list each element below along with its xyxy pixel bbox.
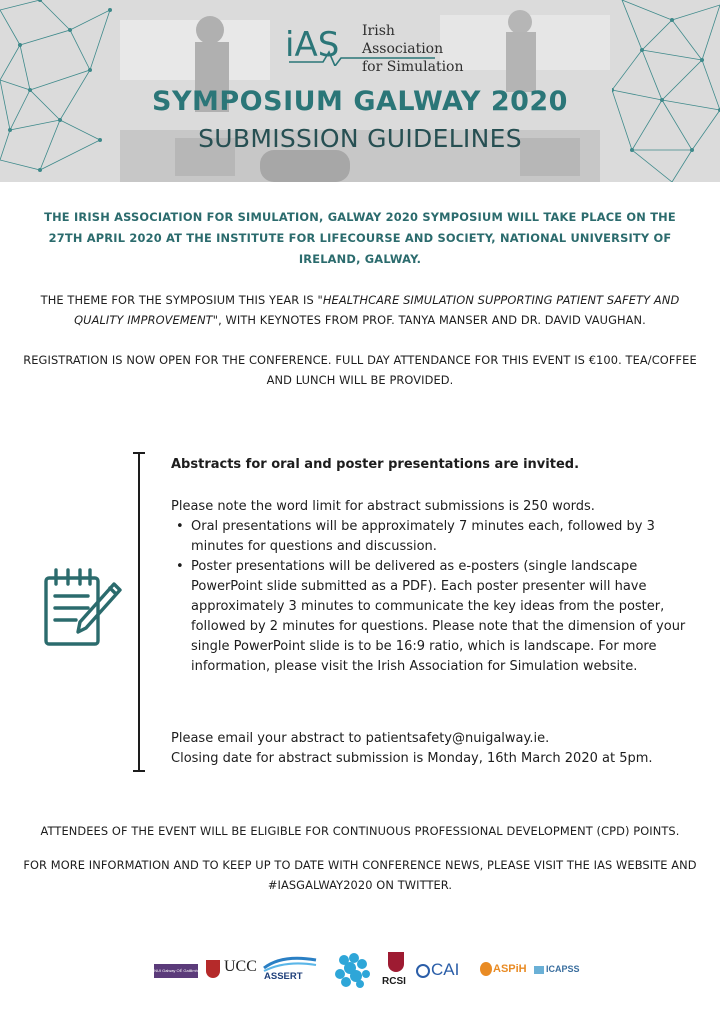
closing-date-text: Closing date for abstract submission is Monday, 16th March 2020 at 5pm. (171, 751, 653, 766)
abstracts-bullet-list (171, 517, 691, 677)
header-banner (0, 0, 720, 182)
theme-paragraph (18, 290, 702, 330)
ias-logo-line1: Irish Association (362, 23, 444, 57)
abstracts-heading: Abstracts for oral and poster presentations are invited. (171, 457, 580, 472)
list-item: • Poster presentations will be delivered as e-posters (single landscape PowerPoint slide submitted as a PDF). Each poster presenter will have approximately 3 minutes to communicate the key ideas from the poster, followed by 2 minutes for questions. Please note that the dimension of your single PowerPoint slide is to be 16:9 ratio, which is landscape. For more information, please visit the Irish Association for Simulation website. (176, 559, 686, 674)
ias-logo-text (362, 22, 472, 76)
ias-logo-mark: iAS (285, 25, 340, 65)
theme-suffix: ", WITH KEYNOTES FROM PROF. TANYA MANSER AND DR. DAVID VAUGHAN. (212, 313, 646, 327)
page-subtitle: SUBMISSION GUIDELINES (198, 124, 522, 153)
rcsi-logo: RCSI (382, 950, 412, 990)
more-info-paragraph: FOR MORE INFORMATION AND TO KEEP UP TO DATE WITH CONFERENCE NEWS, PLEASE VISIT THE IAS WEBSITE AND #IASGALWAY2020 ON TWITTER. (23, 858, 697, 892)
word-limit-text: Please note the word limit for abstract submissions is 250 words. (171, 499, 595, 514)
registration-paragraph: REGISTRATION IS NOW OPEN FOR THE CONFERENCE. FULL DAY ATTENDANCE FOR THIS EVENT IS €100. TEA/COFFEE AND LUNCH WILL BE PROVIDED. (23, 353, 697, 387)
assert-logo: ASSERT (262, 954, 318, 986)
theme-prefix: THE THEME FOR THE SYMPOSIUM THIS YEAR IS " (40, 293, 323, 307)
partner-logos (150, 950, 590, 990)
cai-logo: CAI (416, 960, 472, 984)
cpd-paragraph: ATTENDEES OF THE EVENT WILL BE ELIGIBLE FOR CONTINUOUS PROFESSIONAL DEVELOPMENT (CPD) POINTS. (40, 824, 680, 838)
list-item: • Oral presentations will be approximately 7 minutes each, followed by 3 minutes for questions and discussion. (176, 519, 655, 554)
ireland-map-logo (326, 950, 378, 990)
email-text: Please email your abstract to patientsafety@nuigalway.ie. (171, 731, 550, 746)
icapss-logo: ICAPSS (534, 964, 590, 984)
ias-logo-line2: for Simulation (362, 59, 464, 75)
page-title: SYMPOSIUM GALWAY 2020 (152, 86, 568, 117)
notepad-pen-icon (40, 566, 122, 652)
aspih-logo: ASPiH (480, 960, 528, 984)
nui-galway-logo: NUI Galway OÉ Gaillimh (154, 964, 198, 978)
ucc-logo: UCC (206, 958, 266, 982)
theme-italic: HEALTHCARE SIMULATION SUPPORTING PATIENT SAFETY AND QUALITY IMPROVEMENT (74, 293, 680, 327)
intro-bold-paragraph: THE IRISH ASSOCIATION FOR SIMULATION, GALWAY 2020 SYMPOSIUM WILL TAKE PLACE ON THE 27TH APRIL 2020 AT THE INSTITUTE FOR LIFECOURSE AND SOCIETY, NATIONAL UNIVERSITY OF IRELAND, GALWAY. (44, 210, 676, 266)
abstracts-bracket (133, 452, 145, 772)
